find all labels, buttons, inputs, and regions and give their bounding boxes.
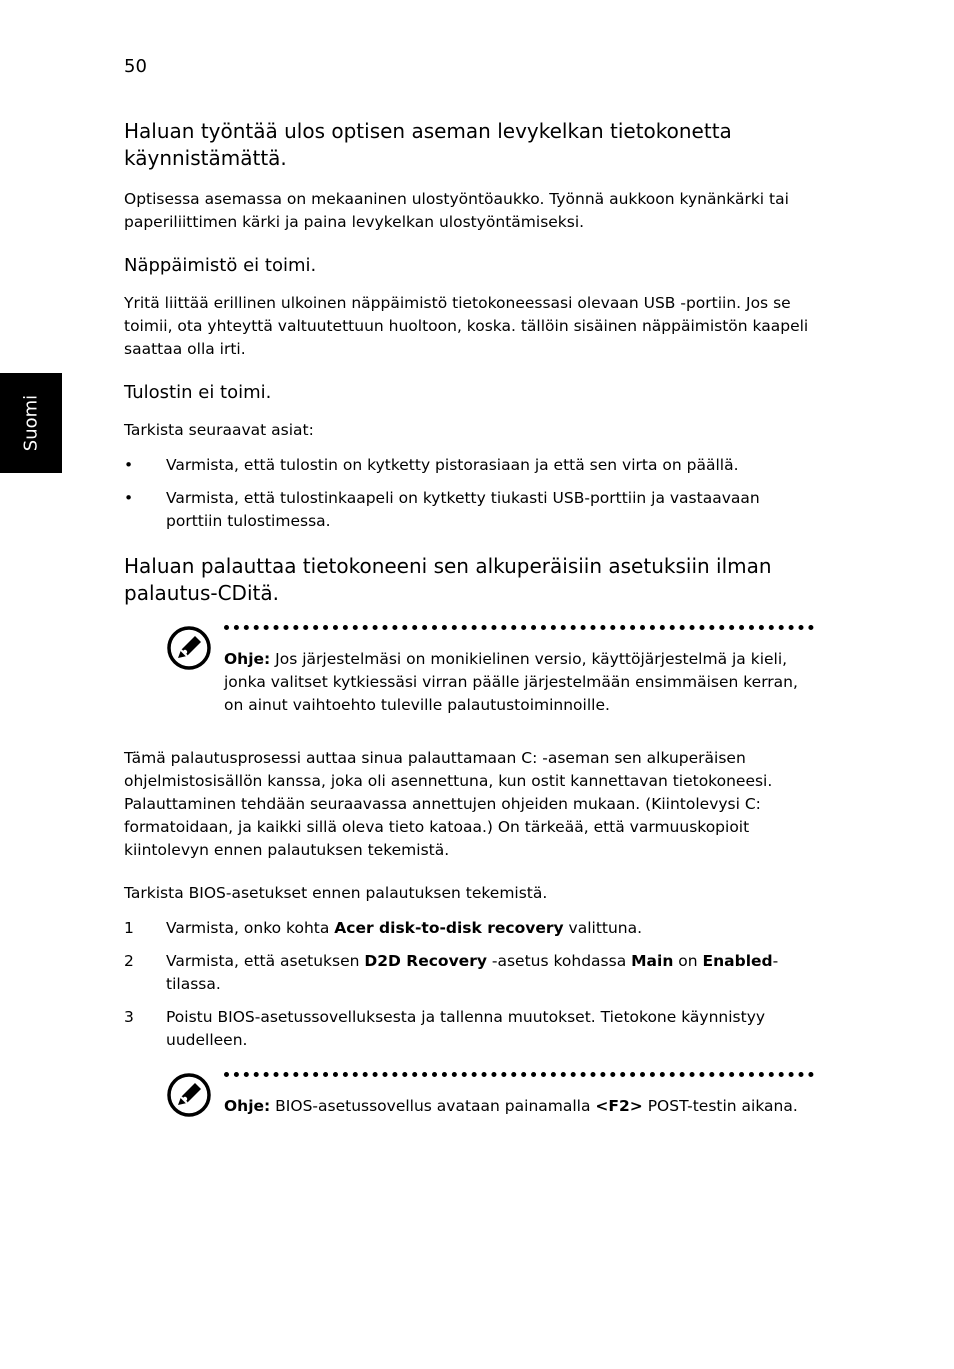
printer-checklist bbox=[124, 454, 814, 533]
page-number: 50 bbox=[124, 56, 147, 77]
note-dotted-rule bbox=[224, 625, 814, 630]
note-box-1 bbox=[124, 625, 814, 717]
note-pen-icon bbox=[166, 625, 212, 671]
list-item: 1 Varmista, onko kohta Acer disk-to-disk recovery valittuna. bbox=[124, 919, 643, 937]
paragraph-keyboard: Yritä liittää erillinen ulkoinen näppäimistö tietokoneessasi olevaan USB -portiin. Jos se toimii, ota yhteyttä valtuutettuun huoltoon, koska. tällöin sisäinen näppäimistön kaapeli saattaa olla irti. bbox=[124, 294, 809, 358]
page-content bbox=[124, 118, 814, 1138]
language-side-tab bbox=[0, 373, 62, 473]
note-text-2: Ohje: BIOS-asetussovellus avataan painamalla <F2> POST-testin aikana. bbox=[224, 1097, 798, 1115]
list-item: • Varmista, että tulostinkaapeli on kytketty tiukasti USB-porttiin ja vastaavaan porttiin tulostimessa. bbox=[124, 489, 760, 530]
note-pen-icon bbox=[166, 1072, 212, 1118]
heading-eject: Haluan työntää ulos optisen aseman levykelkan tietokonetta käynnistämättä. bbox=[124, 119, 732, 170]
note-label: Ohje: bbox=[224, 650, 271, 668]
heading-printer: Tulostin ei toimi. bbox=[124, 382, 272, 403]
list-item: • Varmista, että tulostin on kytketty pistorasiaan ja että sen virta on päällä. bbox=[124, 456, 739, 474]
note-box-2 bbox=[124, 1072, 814, 1118]
paragraph-restore-process: Tämä palautusprosessi auttaa sinua palauttamaan C: -aseman sen alkuperäisen ohjelmistosisällön kanssa, joka oli asennettuna, kun ostit kannettavan tietokoneesi. Palauttaminen tehdään seuraavassa annettujen ohjeiden mukaan. (Kiintolevysi C: formatoidaan, ja kaikki sillä oleva tieto katoaa.) On tärkeää, että varmuuskopioit kiintolevyn ennen palautuksen tekemistä. bbox=[124, 749, 773, 859]
heading-restore: Haluan palauttaa tietokoneeni sen alkuperäisiin asetuksiin ilman palautus-CDitä. bbox=[124, 554, 772, 605]
list-item: 3 Poistu BIOS-asetussovelluksesta ja tallenna muutokset. Tietokone käynnistyy uudelleen. bbox=[124, 1008, 766, 1049]
paragraph-eject: Optisessa asemassa on mekaaninen ulostyöntöaukko. Työnnä aukkoon kynänkärki tai paperiliittimen kärki ja paina levykelkan ulostyöntämiseksi. bbox=[124, 190, 789, 231]
side-tab-label: Suomi bbox=[20, 394, 42, 452]
list-item: 2 Varmista, että asetuksen D2D Recovery -asetus kohdassa Main on Enabled-tilassa. bbox=[124, 952, 779, 993]
heading-keyboard: Näppäimistö ei toimi. bbox=[124, 255, 317, 276]
note-text-1: Ohje: Jos järjestelmäsi on monikielinen versio, käyttöjärjestelmä ja kieli, jonka valitset kytkiessäsi virran päälle järjestelmään ensimmäisen kerran, on ainut vaihtoehto tuleville palautustoiminnoille. bbox=[224, 650, 798, 714]
paragraph-bios-check: Tarkista BIOS-asetukset ennen palautuksen tekemistä. bbox=[124, 884, 548, 902]
restore-steps bbox=[124, 917, 814, 1052]
note-dotted-rule bbox=[224, 1072, 814, 1077]
note-label: Ohje: bbox=[224, 1097, 271, 1115]
paragraph-printer-intro: Tarkista seuraavat asiat: bbox=[124, 421, 314, 439]
